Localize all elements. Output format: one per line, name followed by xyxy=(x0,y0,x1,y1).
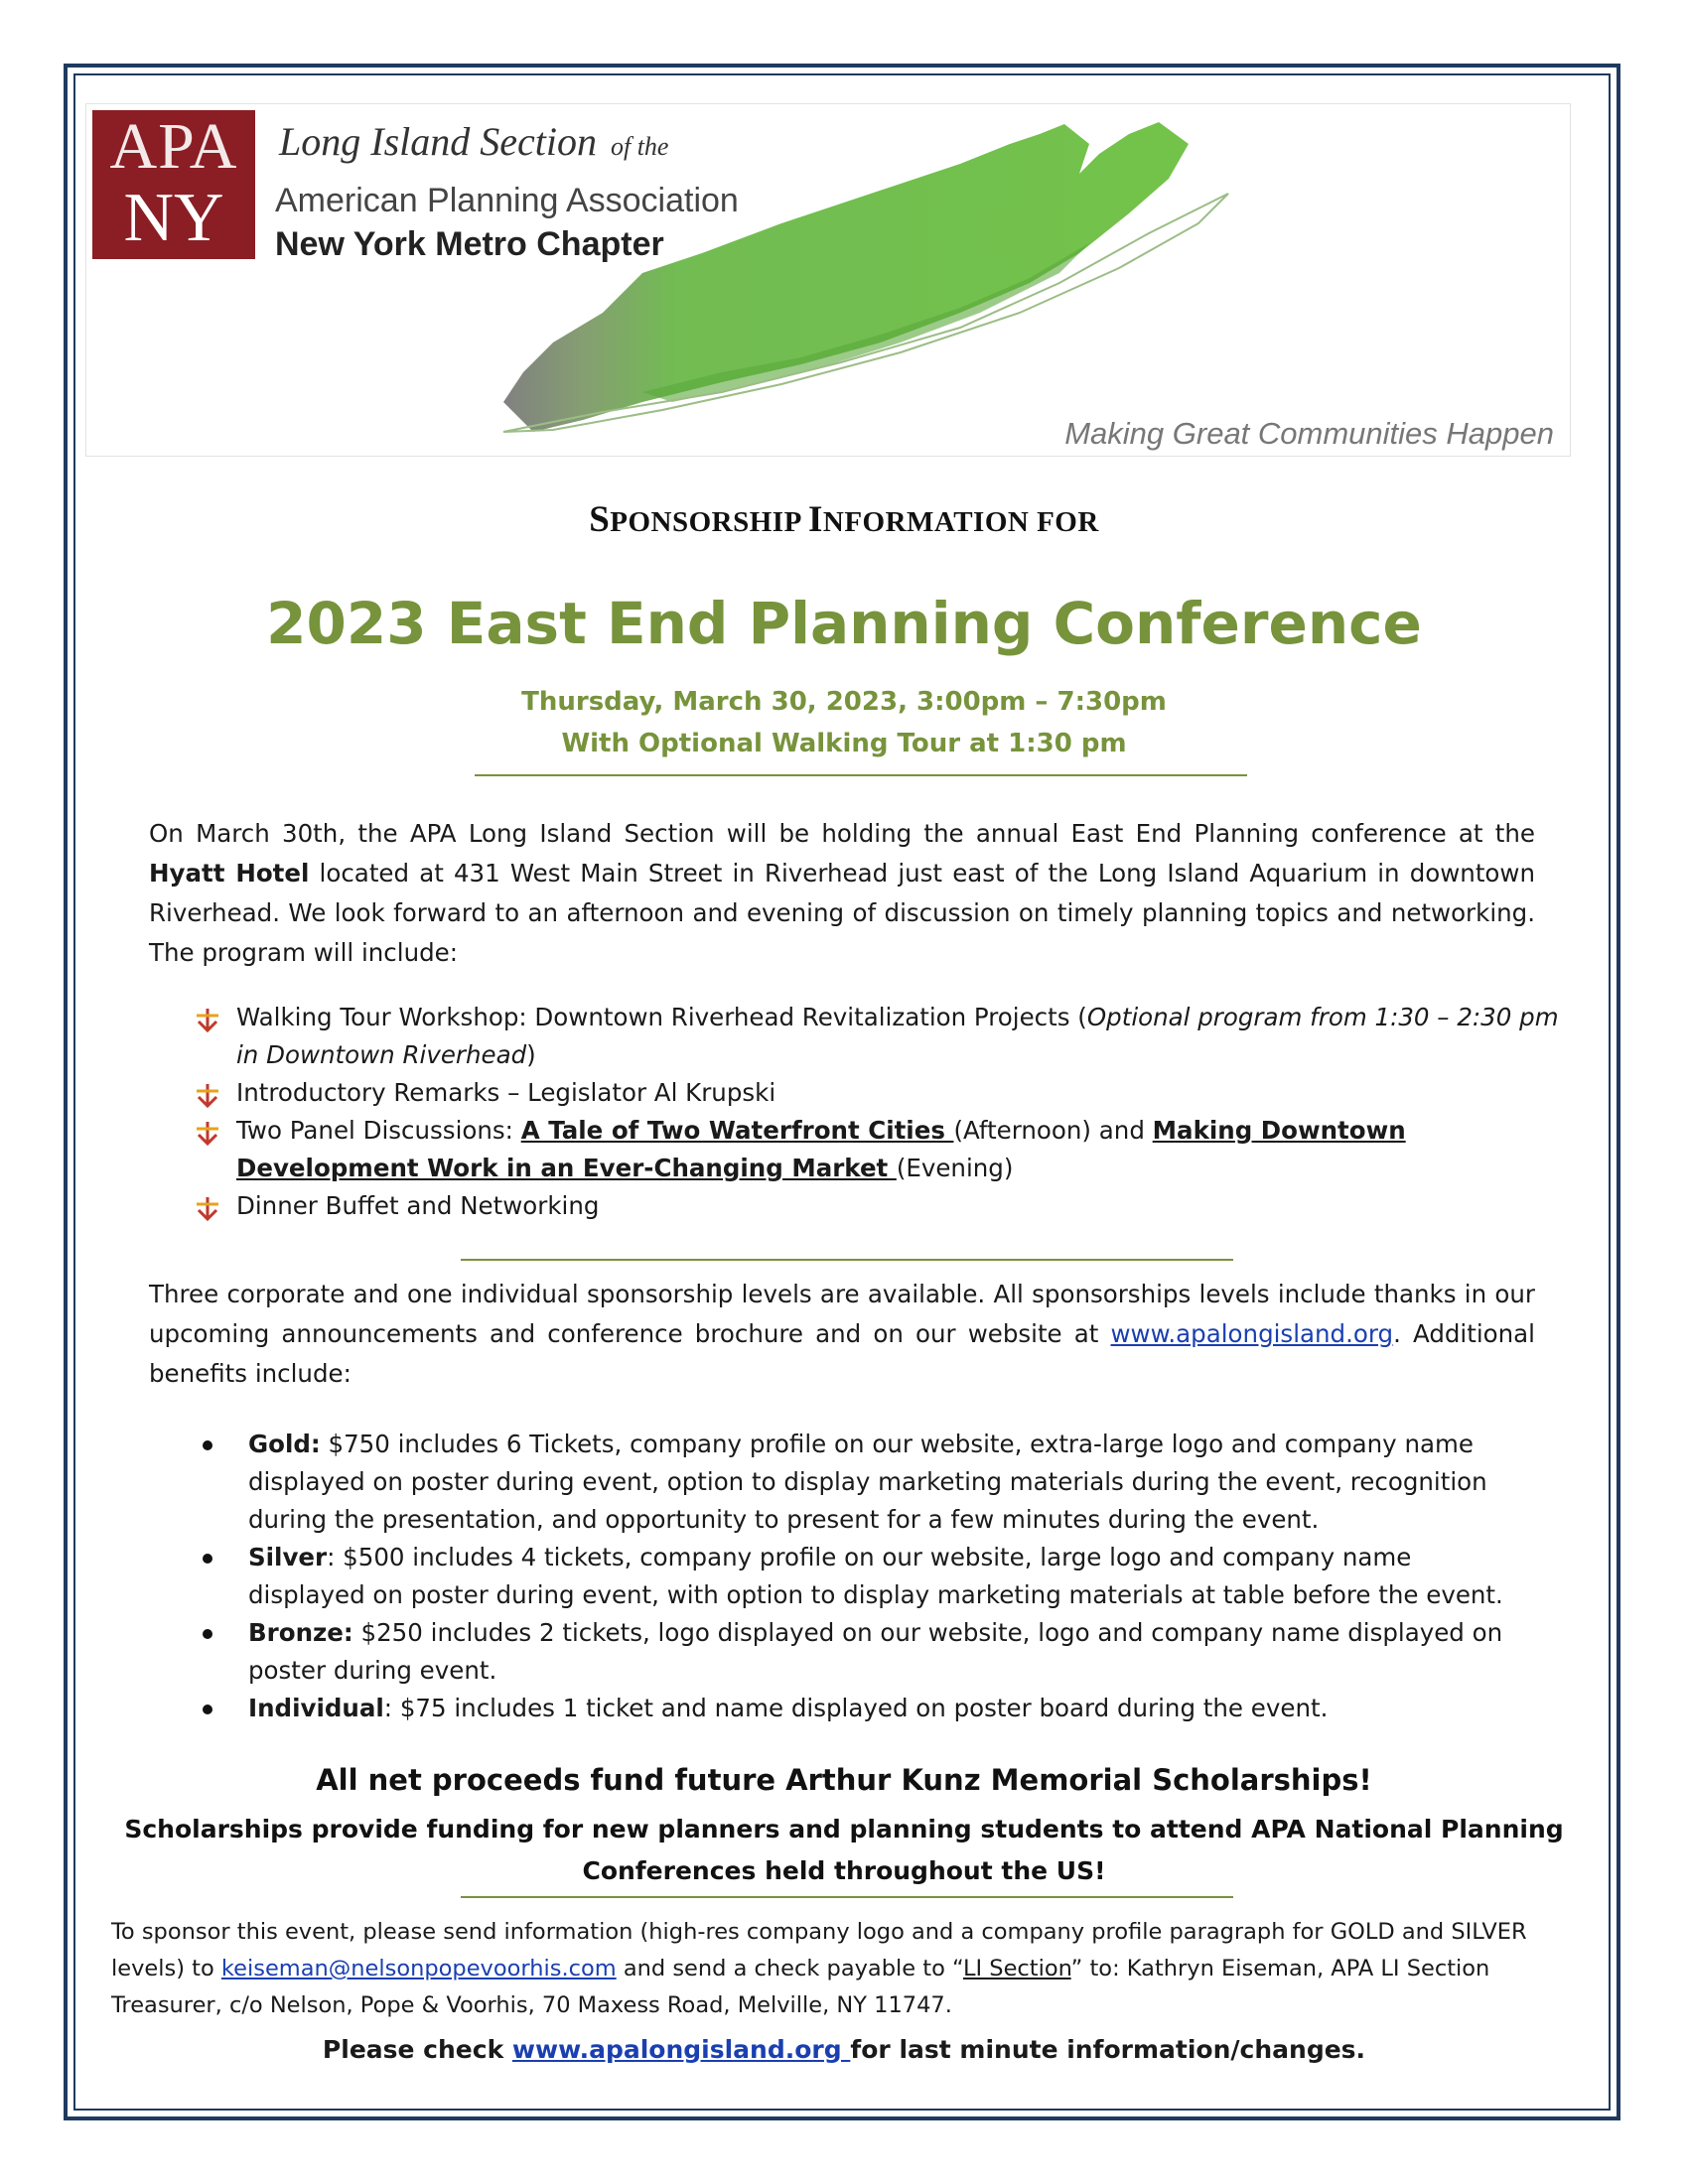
level-bronze: Bronze: $250 includes 2 tickets, logo displayed on our website, logo and company name displayed on poster during event. xyxy=(199,1614,1529,1690)
contact-paragraph: To sponsor this event, please send information (high-res company logo and a company profile paragraph for GOLD and SILVER levels) to keiseman@nelsonpopevoorhis.com and send a check payable to “LI Section” to: Kathryn Eiseman, APA LI Section Treasurer, c/o Nelson, Pope & Voorhis, 70 Maxess Road, Melville, NY 11747. xyxy=(111,1919,1527,2018)
list-item: Introductory Remarks – Legislator Al Krupski xyxy=(195,1074,1585,1112)
footer-website-link[interactable]: www.apalongisland.org xyxy=(511,2035,851,2064)
level-gold: Gold: $750 includes 6 Tickets, company profile on our website, extra-large logo and company name displayed on poster during event, option to display marketing materials during the event, recognition during the presentation, and opportunity to present for a few minutes during the event. xyxy=(199,1426,1529,1539)
level-silver: Silver: $500 includes 4 tickets, company profile on our website, large logo and company name displayed on poster during event, with option to display marketing materials at table before the event. xyxy=(199,1539,1529,1614)
arrow-bullet-icon xyxy=(195,1007,220,1032)
divider-rule xyxy=(461,1896,1233,1898)
chapter-name: New York Metro Chapter xyxy=(275,225,664,263)
program-list xyxy=(195,999,1585,1225)
bullet-dot-icon xyxy=(203,1554,212,1564)
scholarship-text: Scholarships provide funding for new planners and planning students to attend APA National Planning Conferences held throughout the US! xyxy=(124,1815,1564,1885)
tagline: Making Great Communities Happen xyxy=(1064,416,1554,451)
bullet-dot-icon xyxy=(203,1705,212,1714)
level-individual: Individual: $75 includes 1 ticket and name displayed on poster board during the event. xyxy=(199,1690,1529,1727)
website-link[interactable]: www.apalongisland.org xyxy=(1110,1319,1394,1348)
list-item: Two Panel Discussions: A Tale of Two Waterfront Cities (Afternoon) and Making Downtown Development Work in an Ever-Changing Market (Evening) xyxy=(195,1112,1585,1187)
association-name: American Planning Association xyxy=(275,182,739,219)
levels-intro-paragraph: Three corporate and one individual sponsorship levels are available. All sponsorships levels include thanks in our upcoming announcements and conference brochure and on our website at www.apalongisland.org. Additional benefits include: xyxy=(149,1280,1535,1388)
footer-note: Please check www.apalongisland.org for last minute information/changes. xyxy=(322,2035,1366,2064)
divider-rule xyxy=(475,774,1247,776)
list-item: Walking Tour Workshop: Downtown Riverhead Revitalization Projects (Optional program from 1:30 – 2:30 pm in Downtown Riverhead) xyxy=(195,999,1585,1074)
intro-paragraph: On March 30th, the APA Long Island Section will be holding the annual East End Planning conference at the Hyatt Hotel located at 431 West Main Street in Riverhead just east of the Long Island Aquarium in downtown Riverhead. We look forward to an afternoon and evening of discussion on timely planning topics and networking. The program will include: xyxy=(149,819,1535,967)
section-name: Long Island Section of the xyxy=(279,119,669,164)
sponsorship-levels-list xyxy=(199,1426,1529,1727)
arrow-bullet-icon xyxy=(195,1082,220,1108)
divider-rule xyxy=(461,1259,1233,1261)
conference-date: Thursday, March 30, 2023, 3:00pm – 7:30pm With Optional Walking Tour at 1:30 pm xyxy=(521,687,1167,758)
sponsorship-heading: SPONSORSHIP INFORMATION FOR xyxy=(589,499,1099,540)
apa-ny-logo: APA NY xyxy=(92,110,255,259)
arrow-bullet-icon xyxy=(195,1195,220,1221)
header-banner xyxy=(85,103,1571,457)
list-item: Dinner Buffet and Networking xyxy=(195,1187,1585,1225)
proceeds-heading: All net proceeds fund future Arthur Kunz Memorial Scholarships! xyxy=(316,1763,1372,1797)
bullet-dot-icon xyxy=(203,1629,212,1639)
conference-title: 2023 East End Planning Conference xyxy=(266,590,1422,657)
email-link[interactable]: keiseman@nelsonpopevoorhis.com xyxy=(220,1956,617,1981)
arrow-bullet-icon xyxy=(195,1120,220,1146)
bullet-dot-icon xyxy=(203,1440,212,1450)
